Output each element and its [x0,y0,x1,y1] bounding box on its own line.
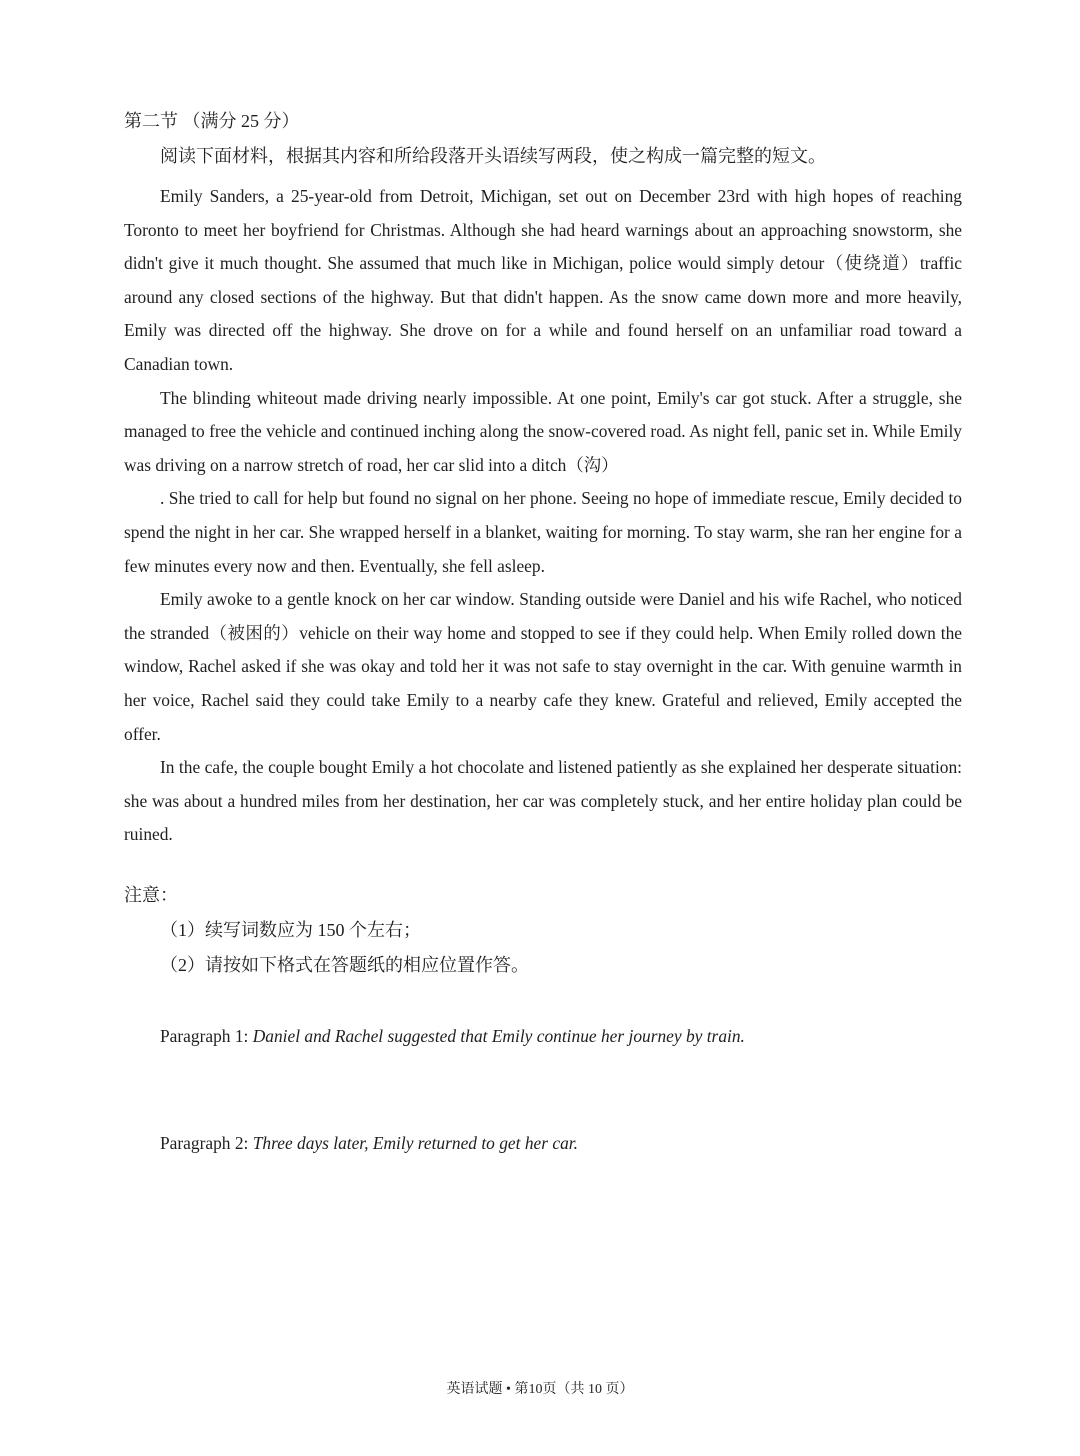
paragraph-2-sentence: Three days later, Emily returned to get her car. [252,1133,578,1153]
notes-title: 注意： [124,885,178,905]
page-footer: 英语试题 • 第10页（共 10 页） [446,1382,634,1397]
passage-paragraph-1: Emily Sanders, a 25-year-old from Detroit, Michigan, set out on December 23rd with high hopes of reaching Toronto to meet her boyfriend for Christmas. Although she had heard warnings about an approaching snowstorm, she didn't give it much thought. She assumed that much like in Michigan, police would simply detour（使绕道）traffic around any closed sections of the highway. But that didn't happen. As the snow came down more and more heavily, Emily was directed off the highway. She drove on for a while and found herself on an unfamiliar road toward a Canadian town. [124,186,962,374]
paragraph-1-prompt [160,1023,745,1049]
passage-paragraph-3: . She tried to call for help but found no signal on her phone. Seeing no hope of immediate rescue, Emily decided to spend the night in her car. She wrapped herself in a blanket, waiting for morning. To stay warm, she ran her engine for a few minutes every now and then. Eventually, she fell asleep. [124,488,962,576]
note-item-2: （2）请按如下格式在答题纸的相应位置作答。 [160,955,529,975]
paragraph-1-sentence: Daniel and Rachel suggested that Emily continue her journey by train. [252,1026,745,1046]
note-item-1: （1）续写词数应为 150 个左右； [160,920,421,940]
paragraph-2-label: Paragraph 2: [160,1133,253,1153]
reading-passage [124,180,962,852]
passage-paragraph-4: Emily awoke to a gentle knock on her car window. Standing outside were Daniel and his wife Rachel, who noticed the stranded（被困的）vehicle on their way home and stopped to see if they could help. When Emily rolled down the window, Rachel asked if she was okay and told her it was not safe to stay overnight in the car. With genuine warmth in her voice, Rachel said they could take Emily to a nearby cafe they knew. Grateful and relieved, Emily accepted the offer. [124,589,962,744]
paragraph-1-label: Paragraph 1: [160,1026,253,1046]
section-instruction: 阅读下面材料，根据其内容和所给段落开头语续写两段，使之构成一篇完整的短文。 [160,146,826,166]
passage-paragraph-5: In the cafe, the couple bought Emily a hot chocolate and listened patiently as she explained her desperate situation: she was about a hundred miles from her destination, her car was completely stuck, and her entire holiday plan could be ruined. [124,757,962,845]
notes-section [124,880,529,985]
paragraph-2-prompt [160,1130,578,1156]
passage-paragraph-2: The blinding whiteout made driving nearly impossible. At one point, Emily's car got stuck. After a struggle, she managed to free the vehicle and continued inching along the snow-covered road. As night fell, panic set in. While Emily was driving on a narrow stretch of road, her car slid into a ditch（沟） [124,387,962,475]
section-heading: 第二节 （满分 25 分） [124,111,300,131]
